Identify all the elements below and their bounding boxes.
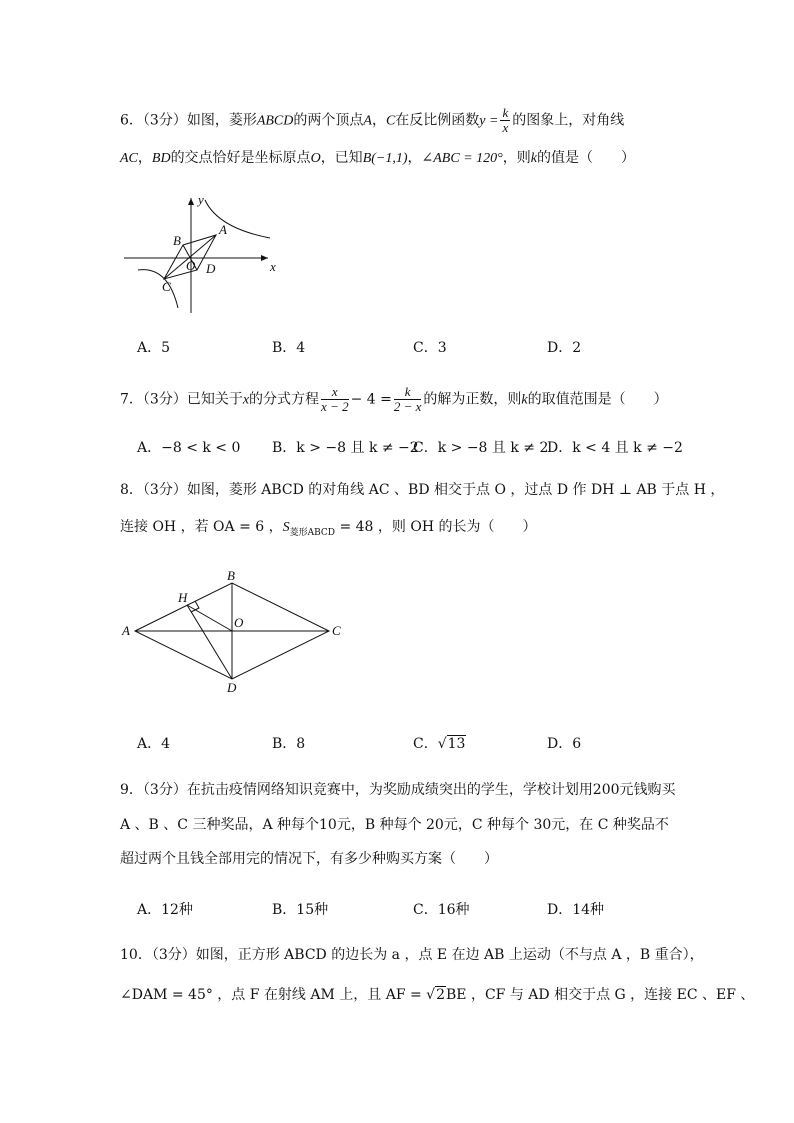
sqrt-symbol: √ <box>437 736 447 752</box>
q7-option-c: C．k > −8 且 k ≠ 2 <box>413 440 549 456</box>
q9-line3: 超过两个且钱全部用完的情况下，有多少种购买方案（ ） <box>120 851 498 867</box>
fig6-label-x: x <box>270 259 276 274</box>
q7-line1: 7．（3分）已知关于x的分式方程 $\frac{x}{x - 2}$ − 4 = $\frac{k}{2 - x}$ 的解为正数，则k的取值范围是（ ） <box>120 384 668 414</box>
fig6-label-y: y <box>198 192 204 207</box>
q10-line1: 10．（3分）如图，正方形 ABCD 的边长为 a ，点 E 在边 AB 上运动（不与点 A ，B 重合）， <box>120 947 704 963</box>
fig8-label-h: H <box>178 590 188 605</box>
q6-option-b: B．4 <box>272 340 306 356</box>
fig8-label-d: D <box>227 680 237 695</box>
q7-option-a: A．−8 < k < 0 <box>137 440 241 456</box>
fig8-label-b: B <box>227 568 235 583</box>
fig8-label-a: A <box>122 623 130 638</box>
q8-line1: 8．（3分）如图，菱形 ABCD 的对角线 AC 、BD 相交于点 O ，过点 D 作 DH ⊥ AB 于点 H ， <box>120 482 725 498</box>
q10-line2: ∠DAM = 45° ，点 F 在射线 AM 上，且 AF = √2BE ，CF 与 AD 相交于点 G ，连接 EC 、EF 、 <box>120 987 755 1003</box>
q9-option-d: D．14种 <box>547 902 605 918</box>
fig6-label-a: A <box>219 222 227 237</box>
q8-option-a: A．4 <box>137 736 171 752</box>
k-over-2-minus-x-fraction: $\frac{k}{2 - x}$ <box>393 384 422 414</box>
q6-option-a: A．5 <box>137 340 171 356</box>
x-over-x-minus-2-fraction: $\frac{x}{x - 2}$ <box>321 384 349 414</box>
fig8-label-o: O <box>234 615 244 630</box>
fig6-label-o: O <box>186 258 196 273</box>
fig6-label-d: D <box>206 261 216 276</box>
q6-line1: 6．（3分）如图，菱形ABCD的两个顶点A，C在反比例函数y = $\frac{k}{x}$ 的图象上，对角线 <box>120 105 625 135</box>
q8-option-c: C．√13 <box>413 736 466 752</box>
q6-option-d: D．2 <box>547 340 582 356</box>
q7-option-b: B．k > −8 且 k ≠ −2 <box>272 440 419 456</box>
q8-option-b: B．8 <box>272 736 306 752</box>
q9-option-b: B．15种 <box>272 902 329 918</box>
q8-line2: 连接 OH ，若 OA = 6 ，$S_{菱形ABCD} = 48$ ，则 OH 的长为（ ） <box>120 519 537 538</box>
q8-option-d: D．6 <box>547 736 582 752</box>
fig6-label-c: C <box>162 279 171 294</box>
q8-figure <box>118 565 358 700</box>
q6-option-c: C．3 <box>413 340 447 356</box>
q6-figure <box>118 188 288 318</box>
fig8-label-c: C <box>332 623 341 638</box>
fig6-label-b: B <box>173 233 181 248</box>
q9-line1: 9．（3分）在抗击疫情网络知识竞赛中，为奖励成绩突出的学生，学校计划用200元钱购买 <box>120 782 676 798</box>
q9-option-a: A．12种 <box>137 902 193 918</box>
q9-option-c: C．16种 <box>413 902 470 918</box>
q9-line2: A 、B 、C 三种奖品，A 种每个10元，B 种每个 20元，C 种每个 30元，在 C 种奖品不 <box>120 817 669 833</box>
q7-option-d: D．k < 4 且 k ≠ −2 <box>547 440 683 456</box>
q6-line2: AC，BD的交点恰好是坐标原点O，已知B(−1,1)，∠ABC = 120°，则k的值是（ ） <box>120 150 635 166</box>
sqrt-symbol: √ <box>426 987 436 1003</box>
k-over-x-fraction: $\frac{k}{x}$ <box>502 105 509 135</box>
